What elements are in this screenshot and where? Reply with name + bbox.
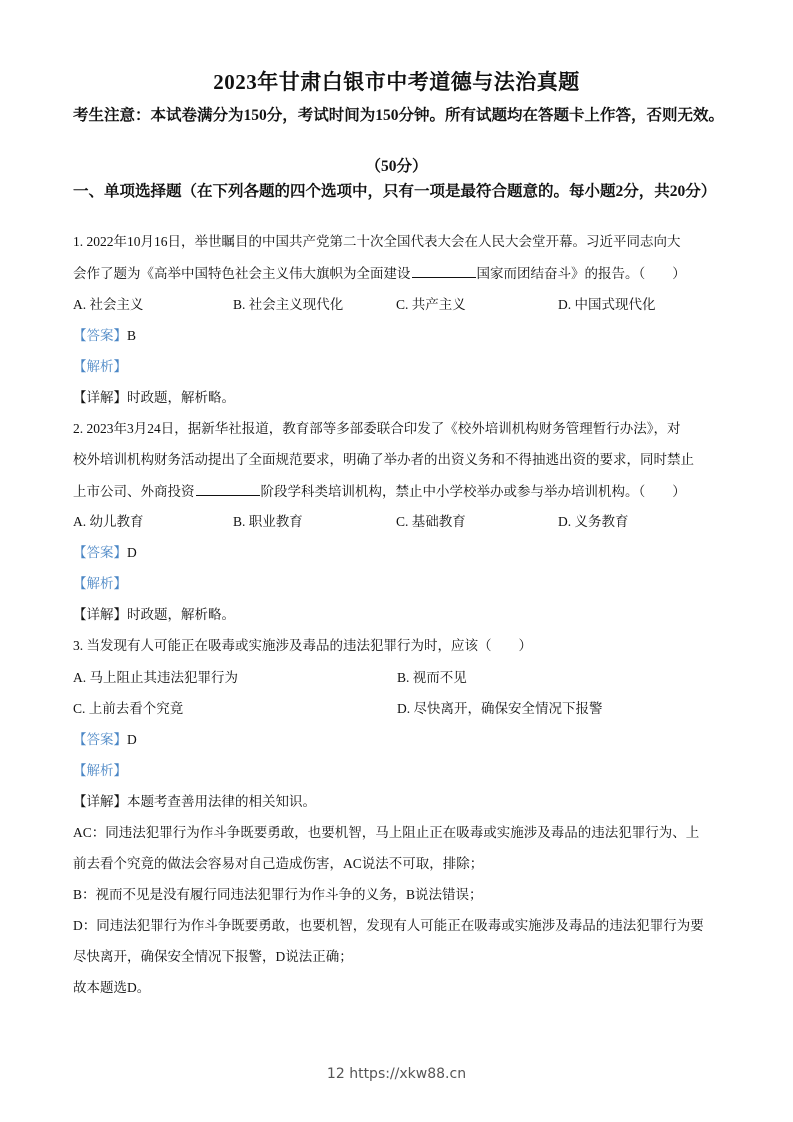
q2-stem-line1: 2. 2023年3月24日，据新华社报道，教育部等多部委联合印发了《校外培训机构财务管理暂行办法》，对 [73,421,681,436]
answer-tag: 【答案】 [73,328,127,343]
q1-option-d: D. 中国式现代化 [558,297,656,312]
q1-answer-value: B [127,328,137,343]
q3-option-a: A. 马上阻止其违法犯罪行为 [73,670,238,685]
q2-answer-value: D [127,545,137,560]
footer-site-link[interactable]: https://xkw88.cn [349,1066,467,1082]
q3-explanation-line: B：视而不见是没有履行同违法犯罪行为作斗争的义务，B说法错误； [73,887,483,902]
q2-detail-text: 时政题，解析略。 [127,607,235,622]
q3-explanation-line: 故本题选D。 [73,980,151,995]
analysis-tag: 【解析】 [73,359,127,374]
q1-option-c: C. 共产主义 [396,297,466,312]
analysis-tag: 【解析】 [73,576,127,591]
q2-fill-blank [196,481,260,496]
q1-option-a: A. 社会主义 [73,297,144,312]
q3-answer-value: D [127,732,137,747]
q1-detail-text: 时政题，解析略。 [127,390,235,405]
q3-detail-text: 本题考查善用法律的相关知识。 [127,794,316,809]
q2-detail [73,605,725,625]
q1-answer [73,326,725,346]
q3-detail [73,792,725,812]
q3-answer [73,730,725,750]
detail-tag: 【详解】 [73,390,127,405]
answer-tag: 【答案】 [73,545,127,560]
section-heading: 一、单项选择题（在下列各题的四个选项中，只有一项是最符合题意的。每小题2分，共20分） [73,183,717,200]
q2-option-d: D. 义务教育 [558,514,629,529]
q1-fill-blank [412,263,476,278]
exam-notice: 考生注意：本试卷满分为150分，考试时间为150分钟。所有试题均在答题卡上作答，否则无效。 [73,107,725,124]
page-number: 12 [326,1066,345,1082]
q2-stem-before-blank: 上市公司、外商投资 [73,484,195,499]
q2-stem-line2: 校外培训机构财务活动提出了全面规范要求，明确了举办者的出资义务和不得抽逃出资的要求，同时禁止 [73,452,694,467]
page-footer [0,1066,793,1082]
q1-stem-line2 [73,263,725,284]
q3-explanation-line: AC：同违法犯罪行为作斗争既要勇敢，也要机智，马上阻止正在吸毒或实施涉及毒品的违法犯罪行为、上 [73,825,700,840]
section-score: （50分） [365,158,428,175]
q3-stem-line1: 3. 当发现有人可能正在吸毒或实施涉及毒品的违法犯罪行为时，应该（ ） [73,638,532,653]
q2-option-c: C. 基础教育 [396,514,466,529]
q3-option-c: C. 上前去看个究竟 [73,701,184,716]
q1-analysis [73,357,725,377]
q2-stem-line3 [73,481,725,502]
q2-analysis [73,574,725,594]
q1-detail [73,388,725,408]
page-title: 2023年甘肃白银市中考道德与法治真题 [213,70,580,94]
q2-option-a: A. 幼儿教育 [73,514,144,529]
q3-analysis [73,761,725,781]
answer-tag: 【答案】 [73,732,127,747]
q1-stem-before-blank: 会作了题为《高举中国特色社会主义伟大旗帜为全面建设 [73,266,411,281]
q2-option-b: B. 职业教育 [233,514,303,529]
q1-option-b: B. 社会主义现代化 [233,297,344,312]
q2-answer [73,543,725,563]
q3-option-d: D. 尽快离开，确保安全情况下报警 [397,701,603,716]
detail-tag: 【详解】 [73,607,127,622]
q3-explanation-line: D：同违法犯罪行为作斗争既要勇敢，也要机智，发现有人可能正在吸毒或实施涉及毒品的违法犯罪行为要 [73,918,704,933]
q3-explanation-line: 前去看个究竟的做法会容易对自己造成伤害，AC说法不可取，排除； [73,856,484,871]
q2-stem-after-blank: 阶段学科类培训机构，禁止中小学校举办或参与举办培训机构。（ ） [260,484,686,499]
q3-option-b: B. 视而不见 [397,670,467,685]
q1-stem-line1: 1. 2022年10月16日，举世瞩目的中国共产党第二十次全国代表大会在人民大会堂开幕。习近平同志向大 [73,234,681,249]
q1-stem-after-blank: 国家而团结奋斗》的报告。（ ） [476,266,686,281]
detail-tag: 【详解】 [73,794,127,809]
analysis-tag: 【解析】 [73,763,127,778]
q3-explanation-line: 尽快离开，确保安全情况下报警，D说法正确； [73,949,353,964]
